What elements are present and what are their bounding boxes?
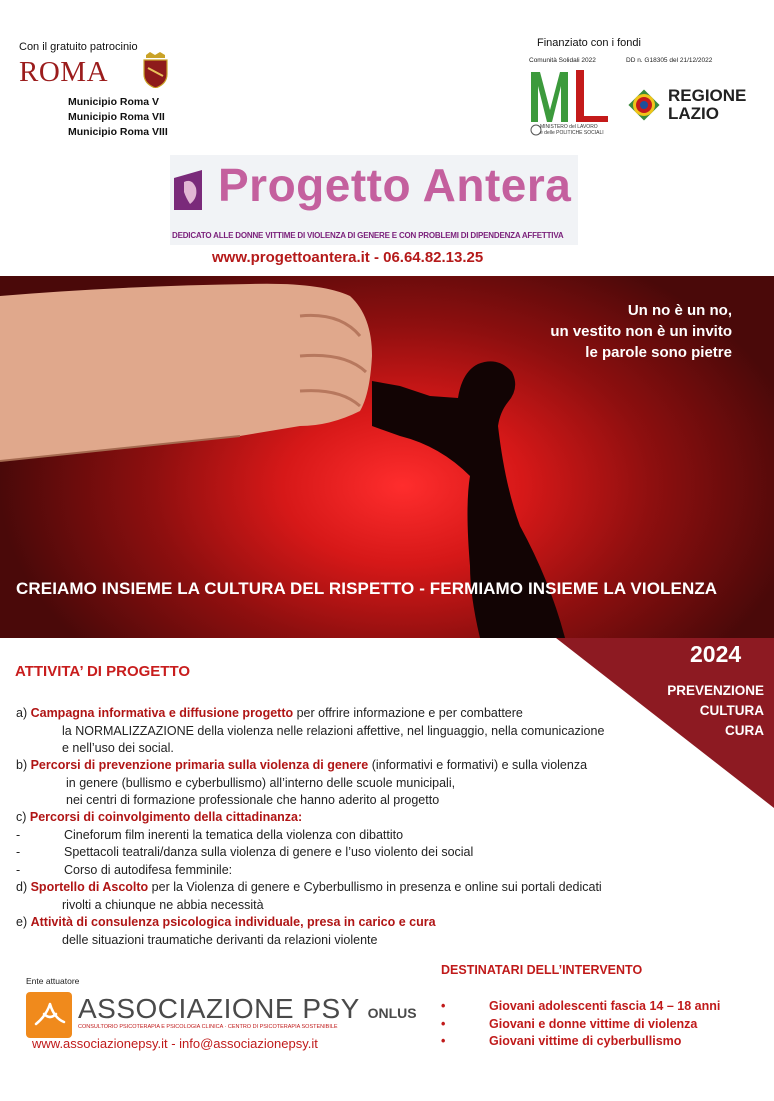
activity-a: a) Campagna informativa e diffusione progetto per offrire informazione e per combattere la NORMALIZZAZIONE della violenza nelle relazioni affettive, nel linguaggio, nella comunicazione e nell’uso dei social. [16,706,605,755]
patronage-label: Con il gratuito patrocinio [19,41,138,53]
list-item: - Cineforum film inerenti la tematica della violenza con dibattito [16,827,404,842]
funding-label: Finanziato con i fondi [537,37,641,49]
activity-b: b) Percorsi di prevenzione primaria sulla violenza di genere (informativi e formativi) e sulla violenza in genere (bullismo e cyberbullismo) all’interno delle scuole municipali, nei centri di formazione professionale che hanno aderito al progetto [16,758,588,807]
theme-word: CURA [725,723,764,738]
slogan-line: Un no è un no, [627,302,732,319]
recipients-title: DESTINATARI DELL’INTERVENTO [441,963,643,977]
roma-shield-icon [142,52,169,88]
associazione-name: ASSOCIAZIONE PSY ONLUS [78,993,417,1024]
municipi-list [68,95,168,140]
activity-d: d) Sportello di Ascolto per la Violenza di genere e Cyberbullismo in presenza e online sui portali dedicati rivolti a chiunque ne abbia necessità [16,880,602,912]
project-website-phone[interactable]: www.progettoantera.it - 06.64.82.13.25 [212,249,484,266]
hero-slogan [550,300,732,363]
recipients-list [441,998,720,1051]
list-item: • Giovani e donne vittime di violenza [441,1016,698,1031]
theme-word: PREVENZIONE [667,683,764,698]
ministero-caption: MINISTERO del LAVORO e delle POLITICHE SOCIALI [540,124,604,136]
ente-label: Ente attuatore [26,976,80,986]
regione-lazio-emblem-icon [626,87,662,123]
list-item: • Giovani adolescenti fascia 14 – 18 anni [441,999,721,1013]
funding-program: Comunità Solidali 2022 [529,57,596,64]
municipio-item: Municipio Roma VII [68,111,165,123]
list-item: • Giovani vittime di cyberbullismo [441,1034,682,1048]
slogan-line: un vestito non è un invito [550,323,732,340]
antera-logo-icon [172,168,212,210]
associazione-psy-logo-icon [26,992,72,1038]
regione-lazio-text: REGIONE LAZIO [668,86,747,123]
associazione-contact-link[interactable]: www.associazionepsy.it - info@associazionepsy.it [32,1036,318,1051]
activity-c: c) Percorsi di coinvolgimento della cittadinanza: - Cineforum film inerenti la tematica della violenza con dibattito - Spettacoli teatrali/danza sulla violenza di genere e l’uso violento dei social - Corso di autodifesa femminile: [16,809,656,879]
associazione-subtitle: CONSULTORIO PSICOTERAPIA E PSICOLOGIA CLINICA · CENTRO DI PSICOTERAPIA SOSTENIBILE [78,1024,338,1030]
project-title: Progetto Antera [218,159,572,211]
activity-e: e) Attività di consulenza psicologica individuale, presa in carico e cura delle situazioni traumatiche derivanti da relazioni violente [16,915,436,947]
year-label: 2024 [690,641,742,667]
themes-list [640,681,764,741]
funding-decree: DD n. G18305 del 21/12/2022 [626,57,713,64]
list-item: - Spettacoli teatrali/danza sulla violenza di genere e l’uso violento dei social [16,845,474,859]
theme-word: CULTURA [699,703,764,718]
municipio-item: Municipio Roma V [68,96,160,108]
roma-logo-text: ROMA [19,56,109,88]
list-item: - Corso di autodifesa femminile: [16,862,233,877]
project-subtitle: DEDICATO ALLE DONNE VITTIME DI VIOLENZA DI GENERE E CON PROBLEMI DI DIPENDENZA AFFETTIVA [172,231,564,240]
municipio-item: Municipio Roma VIII [68,126,168,138]
hero-banner-text: CREIAMO INSIEME LA CULTURA DEL RISPETTO - FERMIAMO INSIEME LA VIOLENZA [16,579,718,598]
activities-title: ATTIVITA’ DI PROGETTO [15,663,191,680]
slogan-line: le parole sono pietre [585,344,732,361]
